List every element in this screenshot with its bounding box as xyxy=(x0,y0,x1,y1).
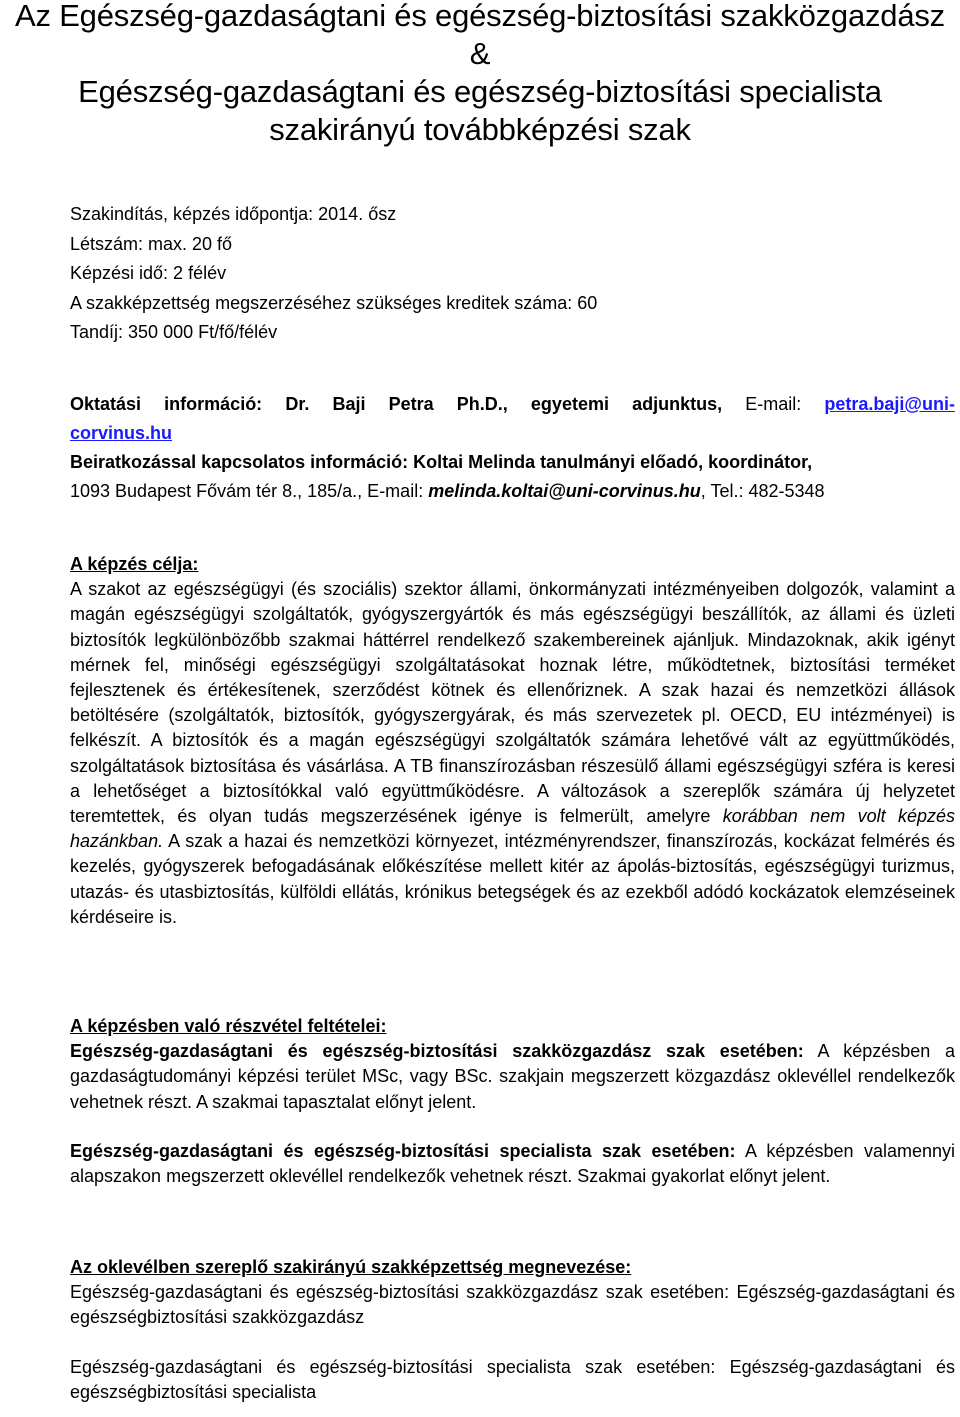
conditions-p2-text: A képzésben valamennyi alapszakon megszerzett oklevéllel rendelkezők vehetnek részt. Szakmai gyakorlat előnyt jelent. xyxy=(70,1140,955,1187)
enrol-address: 1093 Budapest Fővám tér 8., 185/a., E-mail: xyxy=(70,481,429,501)
enrol-label: Beiratkozással kapcsolatos információ: Koltai Melinda tanulmányi előadó, koordinátor, xyxy=(70,452,813,472)
goal-heading: A képzés célja: xyxy=(70,554,199,574)
title-ampersand: & xyxy=(469,36,491,71)
title-line-3: Egészség-gazdaságtani és egészség-biztosítási specialista xyxy=(78,74,882,109)
title-line-1: Az Egészség-gazdaságtani és egészség-biztosítási szakközgazdász xyxy=(15,0,945,33)
info-line xyxy=(70,390,955,419)
fact-duration: Képzési idő: 2 félév xyxy=(70,263,227,283)
program-facts xyxy=(70,200,597,348)
conditions-p1-bold: Egészség-gazdaságtani és egészség-biztosítási szakközgazdász szak esetében: xyxy=(70,1041,804,1062)
qualification-p2: Egészség-gazdaságtani és egészség-biztosítási specialista szak esetében: Egészség-gazdaságtani és egészségbiztosítási specialista xyxy=(70,1356,955,1402)
info-email-label: E-mail: xyxy=(745,394,802,414)
enrol-tel: , Tel.: 482-5348 xyxy=(700,481,825,501)
fact-headcount: Létszám: max. 20 fő xyxy=(70,233,233,254)
qualification-heading: Az oklevélben szereplő szakirányú szakképzettség megnevezése: xyxy=(70,1257,632,1277)
info-line-2 xyxy=(70,419,955,448)
enrol-line xyxy=(70,477,955,506)
conditions-p1-text: A képzésben a gazdaságtudományi képzési terület MSc, vagy BSc. szakjain megszerzett közgazdász oklevéllel rendelkezők vehetnek részt. A szakmai tapasztalat előnyt jelent. xyxy=(70,1041,955,1112)
goal-paragraph xyxy=(70,577,955,930)
title-line-4: szakirányú továbbképzési szak xyxy=(269,112,691,147)
conditions-section xyxy=(70,1014,955,1189)
conditions-p2-bold: Egészség-gazdaságtani és egészség-biztosítási specialista szak esetében: xyxy=(70,1140,736,1161)
conditions-p1 xyxy=(70,1039,955,1115)
enrol-email[interactable]: melinda.koltai@uni-corvinus.hu xyxy=(428,481,701,501)
conditions-heading: A képzésben való részvétel feltételei: xyxy=(70,1016,387,1036)
fact-start: Szakindítás, képzés időpontja: 2014. ősz xyxy=(70,204,397,224)
info-label: Oktatási információ: Dr. Baji Petra Ph.D., egyetemi adjunktus, xyxy=(70,394,723,414)
qualification-p1: Egészség-gazdaságtani és egészség-biztosítási szakközgazdász szak esetében: Egészség-gazdaságtani és egészségbiztosítási szakközgazdász xyxy=(70,1282,955,1328)
fact-tuition: Tandíj: 350 000 Ft/fő/félév xyxy=(70,322,278,342)
goal-italic: korábban nem volt képzés hazánkban. xyxy=(70,806,956,852)
fact-credits: A szakképzettség megszerzéséhez szükséges kreditek száma: 60 xyxy=(70,292,598,313)
goal-section xyxy=(70,552,955,930)
goal-text-a: A szakot az egészségügyi (és szociális) szektor állami, önkormányzati intézményeiben dolgozók, valamint a magán egészségügyi szolgáltatók, gyógyszergyártók és más egészségügyi beszállítók, az állami és üzleti biztosítók legkülönbözőbb szakmai háttérrel rendelkező szakembereinek ajánljuk. Mindazoknak, akik igényt mérnek fel, minőségi egészségügyi szolgáltatásokat hoznak létre, működtetnek, biztosítási terméket fejlesztenek és értékesítenek, szerződést kötnek és ellenőriznek. A szak hazai és nemzetközi állások betöltésére (szolgáltatók, biztosítók, gyógyszergyárak, és más szervezetek pl. OECD, EU intézményei) is felkészít. A biztosítók és a magán egészségügyi szolgáltatók számára lehetővé vált az együttműködés, szolgáltatások biztosítása és vásárlása. A TB finanszírozásban részesülő állami egészségügyi szféra is keresi a lehetőséget a biztosítókkal való együttműködésre. A változások a szereplők számára új helyzetet teremtettek, és olyan tudás megszerzésének igénye is felmerült, amelyre xyxy=(70,579,955,827)
info-email-link-b[interactable]: corvinus.hu xyxy=(70,423,173,443)
conditions-p2 xyxy=(70,1139,955,1189)
contact-info xyxy=(70,390,955,506)
qualification-section xyxy=(70,1255,955,1405)
goal-text-b: A szak a hazai és nemzetközi környezet, intézményrendszer, finanszírozás, kockázat felmérés és kezelés, gyógyszerek befogadásának előkészítése mellett kitér az ápolás-biztosítás, egészségügyi turizmus, utazás- és utasbiztosítás, külföldi ellátás, krónikus betegségek és az ezekből adódó kockázatok elemzéseinek kérdéseire is. xyxy=(70,831,955,927)
document-title xyxy=(0,0,960,149)
info-email-link-a[interactable]: petra.baji@uni- xyxy=(824,394,955,414)
